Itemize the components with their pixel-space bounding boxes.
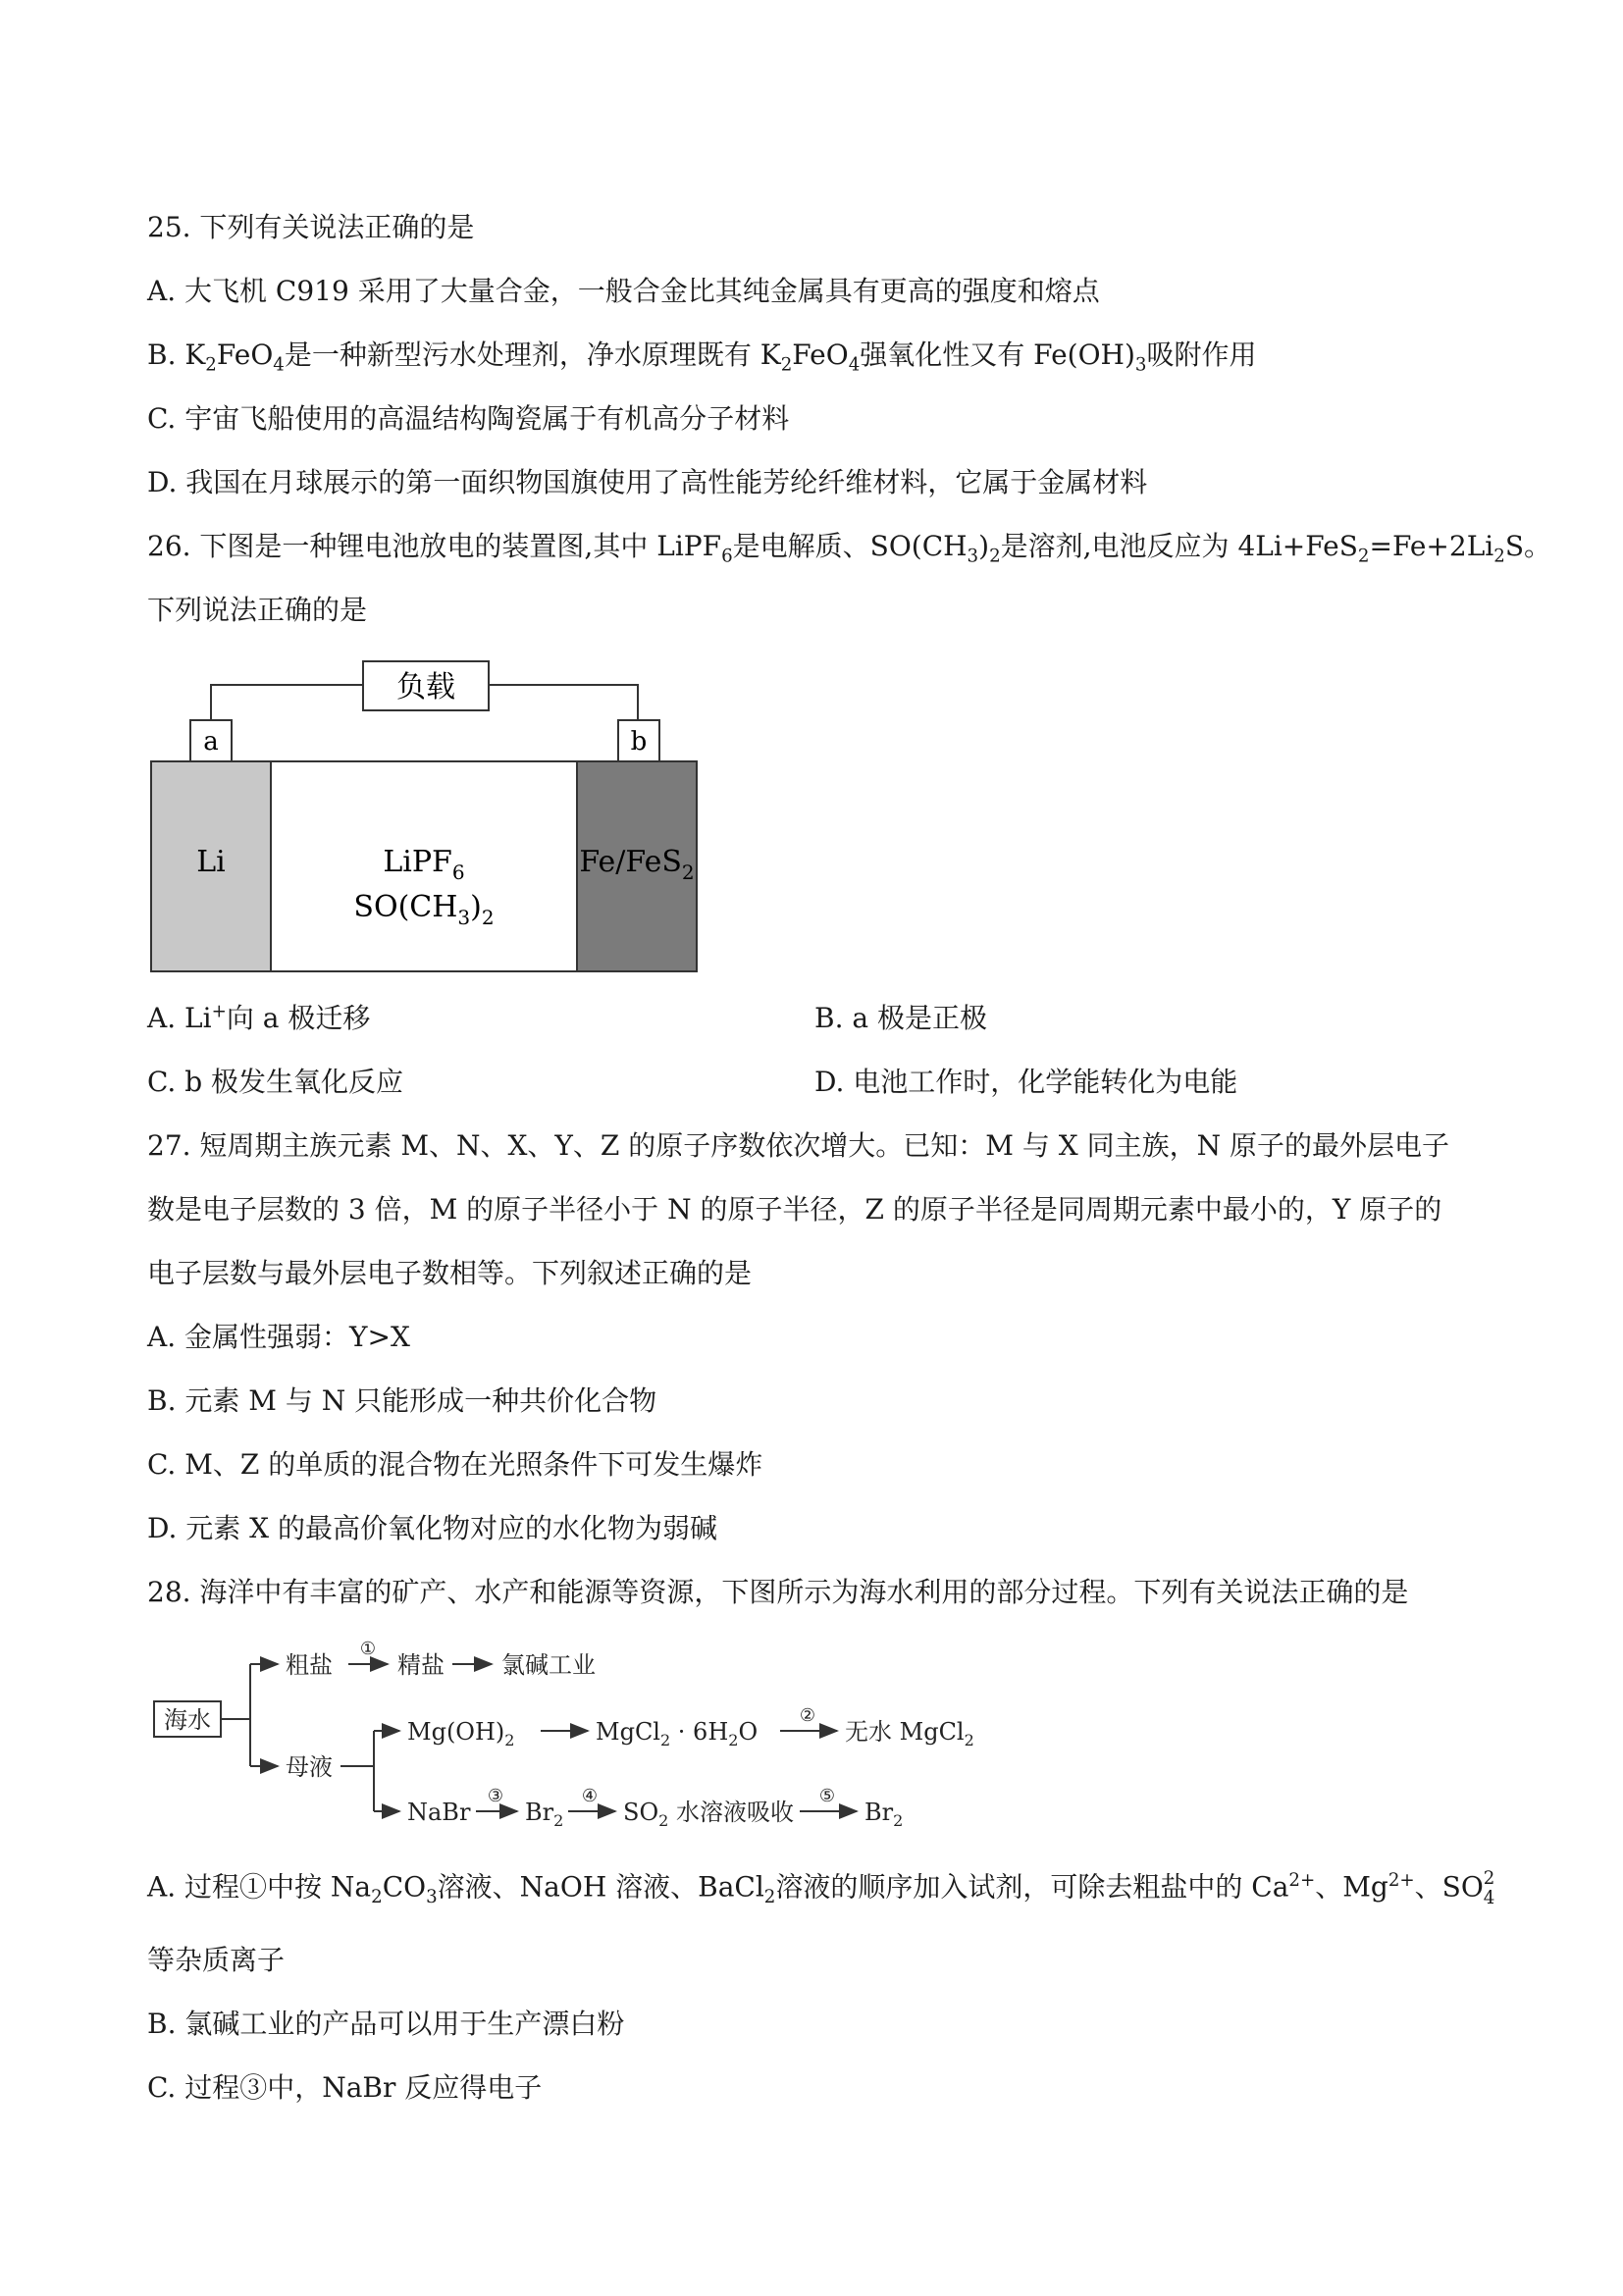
q25-option-d: D. 我国在月球展示的第一面织物国旗使用了高性能芳纶纤维材料，它属于金属材料: [147, 466, 1148, 498]
anhydrous-mgcl2-label: 无水 MgCl$_2$: [845, 1718, 974, 1749]
q28-option-c: C. 过程③中，NaBr 反应得电子: [147, 2071, 543, 2104]
q27-option-c: C. M、Z 的单质的混合物在光照条件下可发生爆炸: [147, 1448, 763, 1481]
q26-stem: 26. 下图是一种锂电池放电的装置图,其中 LiPF$_6$是电解质、$SO(CH_3)_2$是溶剂,电池反应为 $4Li+FeS_2=Fe+2Li_2S$。: [147, 530, 1552, 567]
q28-option-b: B. 氯碱工业的产品可以用于生产漂白粉: [147, 2008, 625, 2040]
step-3-label: ③: [487, 1786, 504, 1806]
q27-stem-line3: 电子层数与最外层电子数相等。下列叙述正确的是: [147, 1257, 753, 1289]
q27-option-d: D. 元素 X 的最高价氧化物对应的水化物为弱碱: [147, 1512, 717, 1544]
bromine-label-1: $Br_2$: [525, 1799, 564, 1830]
q28-stem: 28. 海洋中有丰富的矿产、水产和能源等资源，下图所示为海水利用的部分过程。下列有关说法正确的是: [147, 1576, 1409, 1608]
load-label: 负载: [396, 670, 455, 704]
terminal-b-label: b: [630, 727, 648, 757]
so2-absorption-label: $SO_2$ 水溶液吸收: [623, 1799, 794, 1830]
seawater-process-diagram: [152, 1637, 996, 1843]
q28-option-a-line2: 等杂质离子: [147, 1944, 286, 1976]
electrolyte-label-2: $SO(CH_3)_2$: [353, 890, 495, 929]
q27-option-a: A. 金属性强弱：Y>X: [147, 1321, 410, 1353]
mother-liquor-label: 母液: [286, 1753, 333, 1781]
q26-stem-line2: 下列说法正确的是: [147, 594, 368, 626]
anode-label: Li: [196, 845, 226, 879]
q26-option-c: C. b 极发生氧化反应: [147, 1066, 404, 1098]
refined-salt-label: 精盐: [397, 1651, 445, 1679]
nabr-label: NaBr: [407, 1799, 471, 1826]
chlor-alkali-label: 氯碱工业: [501, 1651, 596, 1679]
q25-stem: 25. 下列有关说法正确的是: [147, 211, 475, 243]
q28-option-a: A. 过程①中按 $Na_2CO_3$溶液、NaOH 溶液、BaCl$_2$溶液的顺序加入试剂，可除去粗盐中的 $Ca^{2+}$、$Mg^{2+}$、SO 2 4: [147, 1868, 1495, 1909]
bromine-label-2: $Br_2$: [864, 1799, 904, 1830]
q27-stem-line2: 数是电子层数的 3 倍，M 的原子半径小于 N 的原子半径，Z 的原子半径是同周期元素中最小的，Y 原子的: [147, 1193, 1442, 1226]
magnesium-chloride-hydrate-label: MgCl$_2$ · $6H_2O$: [596, 1718, 759, 1749]
q26-option-a: A. Li+向 a 极迁移: [147, 1001, 371, 1034]
terminal-a-label: a: [203, 727, 219, 757]
step-1-label: ①: [359, 1639, 377, 1659]
step-2-label: ②: [799, 1705, 816, 1726]
q27-option-b: B. 元素 M 与 N 只能形成一种共价化合物: [147, 1384, 657, 1417]
electrolyte-label-1: LiPF$_6$: [383, 845, 465, 884]
seawater-label: 海水: [164, 1706, 211, 1734]
magnesium-hydroxide-label: $Mg(OH)_2$: [407, 1718, 515, 1749]
step-5-label: ⑤: [818, 1786, 836, 1806]
q26-option-d: D. 电池工作时，化学能转化为电能: [814, 1066, 1238, 1098]
crude-salt-label: 粗盐: [286, 1651, 333, 1679]
lithium-battery-diagram: [147, 659, 707, 983]
q26-option-b: B. a 极是正极: [814, 1002, 987, 1034]
step-4-label: ④: [581, 1786, 599, 1806]
q25-option-a: A. 大飞机 C919 采用了大量合金，一般合金比其纯金属具有更高的强度和熔点: [147, 275, 1100, 307]
q25-option-b: B. $K_2FeO_4$是一种新型污水处理剂，净水原理既有 $K_2FeO_4$强氧化性又有 $Fe(OH)_3$吸附作用: [147, 339, 1257, 376]
q27-stem-line1: 27. 短周期主族元素 M、N、X、Y、Z 的原子序数依次增大。已知：M 与 X 同主族，N 原子的最外层电子: [147, 1129, 1449, 1162]
cathode-label: Fe/FeS$_2$: [579, 845, 695, 884]
q25-option-c: C. 宇宙飞船使用的高温结构陶瓷属于有机高分子材料: [147, 402, 790, 435]
